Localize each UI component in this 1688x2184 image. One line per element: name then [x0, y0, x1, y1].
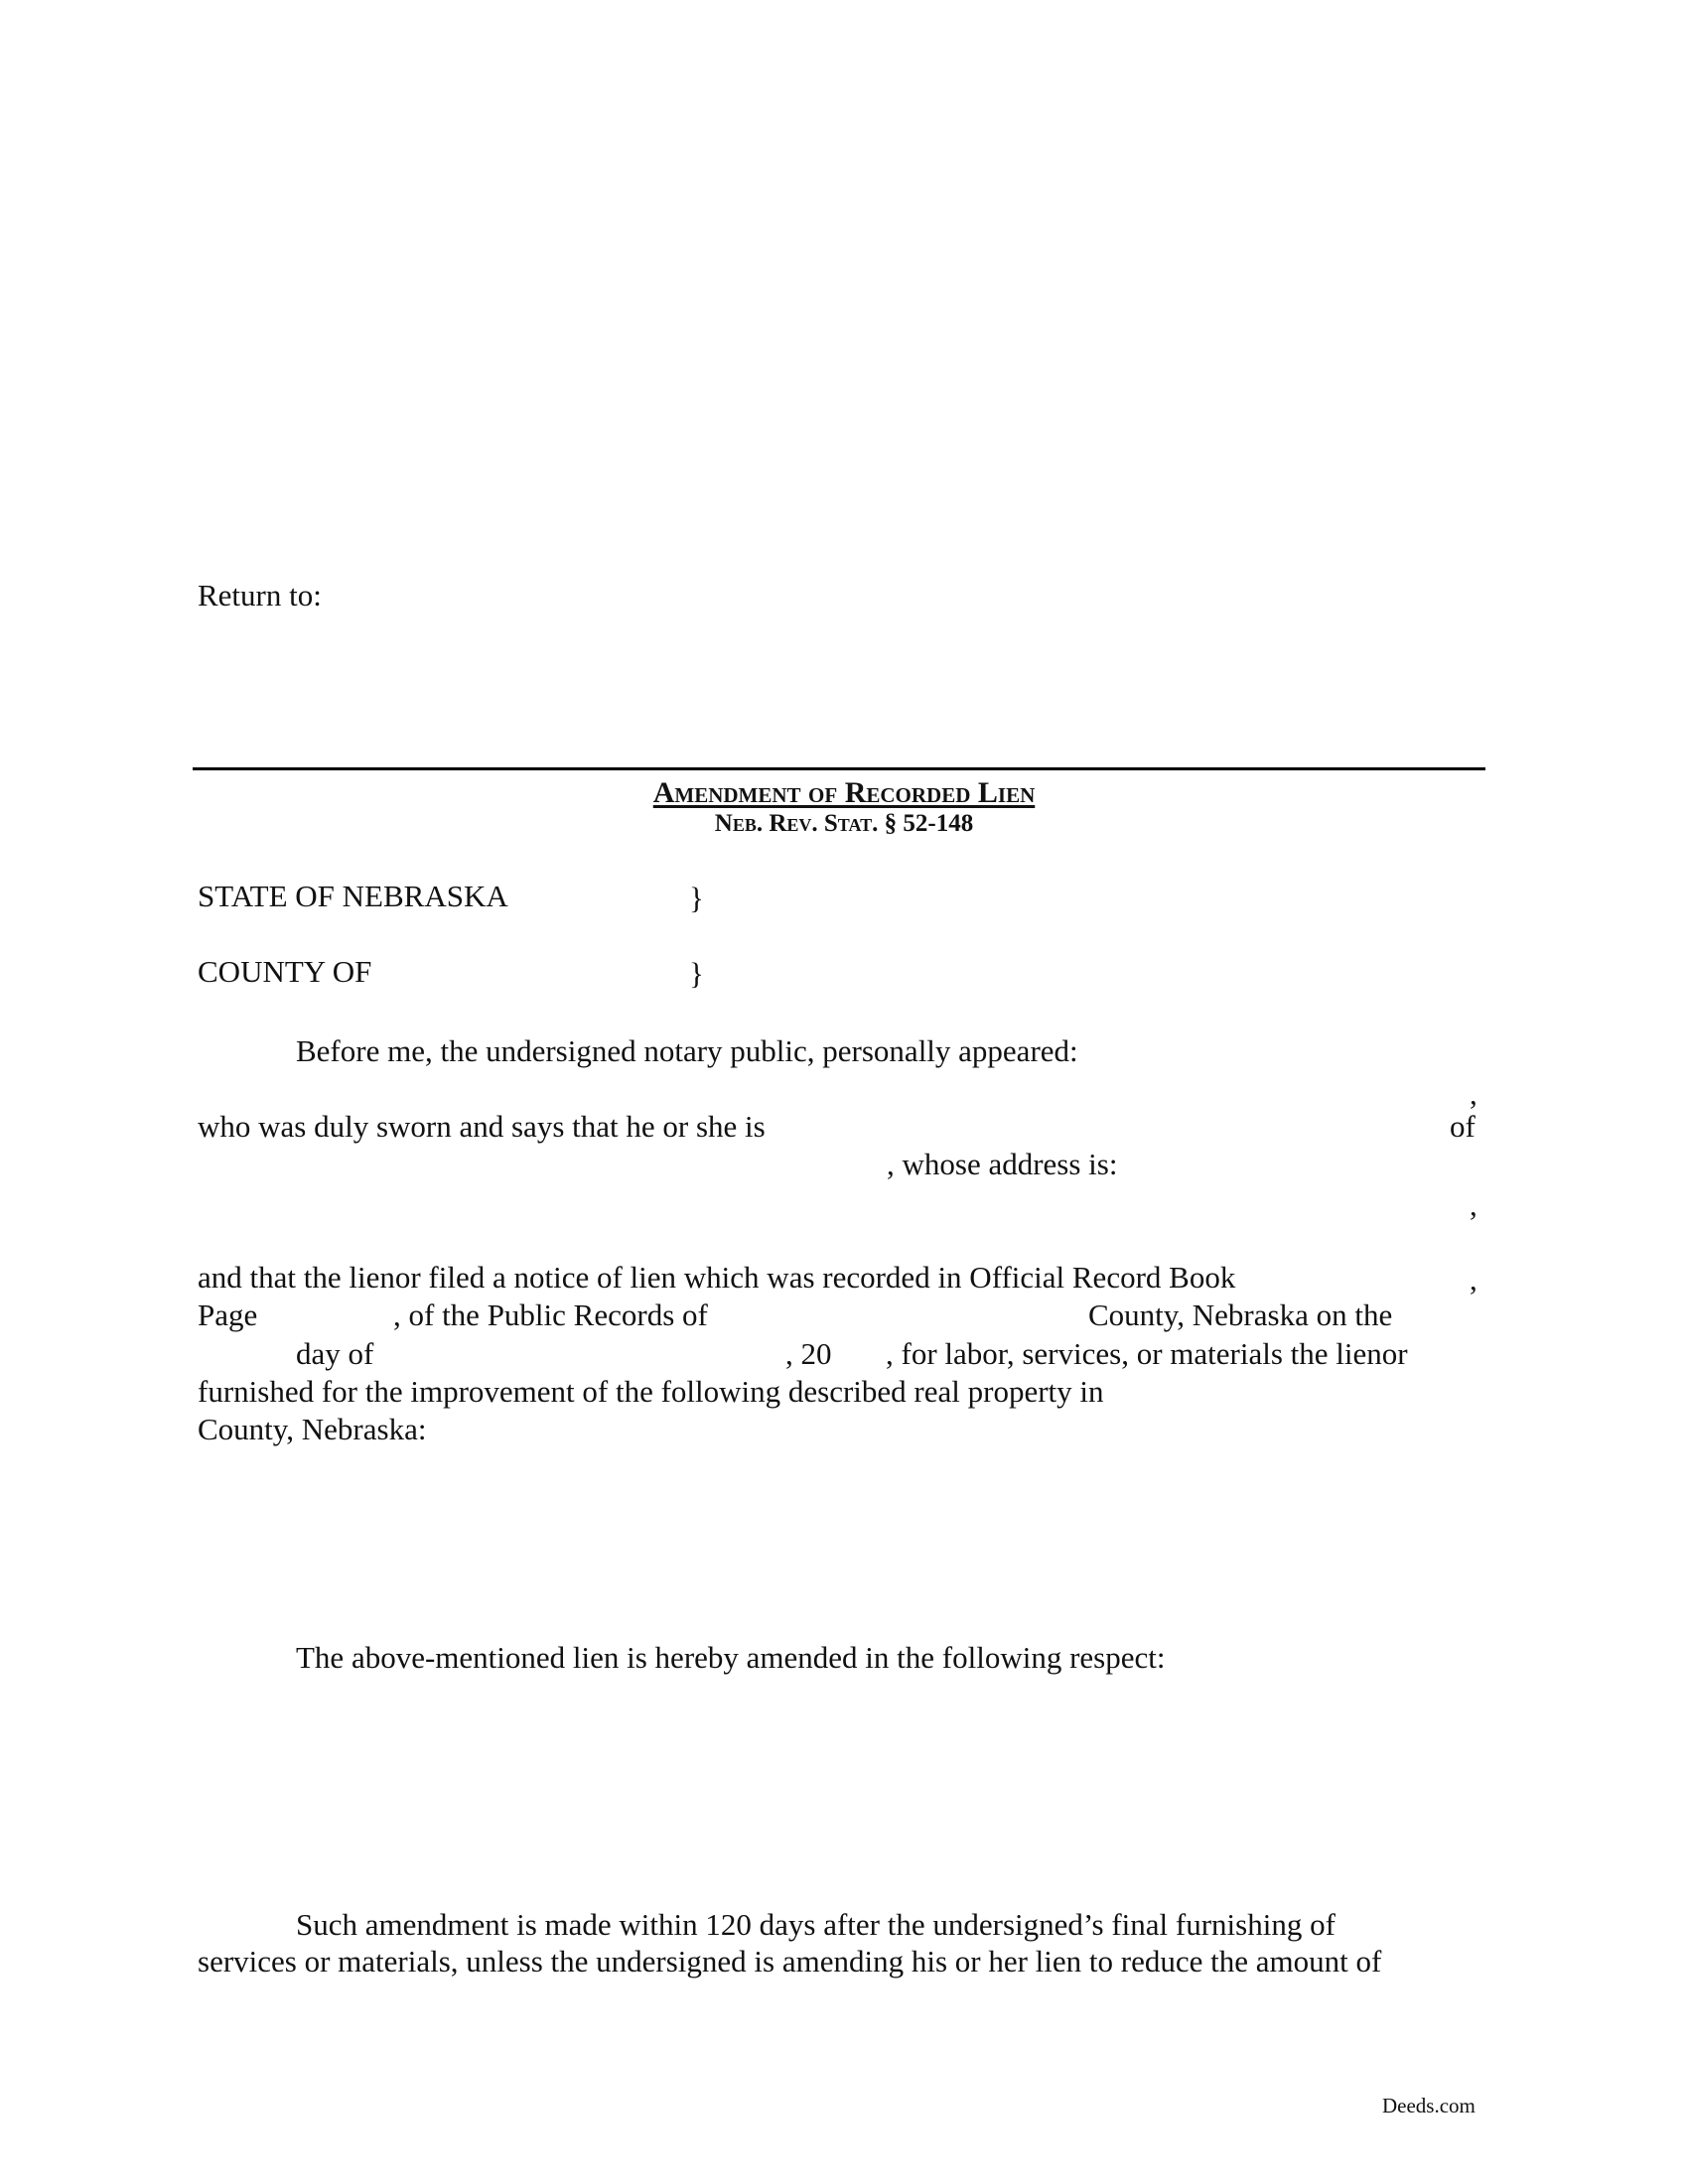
state-brace: }: [689, 881, 704, 915]
year-prefix: , 20: [785, 1336, 832, 1371]
furnished-line: furnished for the improvement of the following described real property in: [198, 1374, 1104, 1409]
of-label: of: [1450, 1109, 1476, 1144]
state-label: STATE OF NEBRASKA: [198, 879, 508, 913]
title-divider: [193, 767, 1485, 770]
statute-citation: Neb. Rev. Stat. § 52-148: [714, 810, 974, 837]
county-nebraska: County, Nebraska:: [198, 1412, 427, 1446]
notary-intro: Before me, the undersigned notary public, personally appeared:: [296, 1033, 1078, 1068]
page-label: Page: [198, 1297, 258, 1332]
document-title: Amendment of Recorded Lien: [652, 776, 1036, 809]
return-to-label: Return to:: [198, 578, 322, 613]
county-label: COUNTY OF: [198, 954, 372, 989]
whose-address: , whose address is:: [887, 1147, 1118, 1181]
such-amendment: Such amendment is made within 120 days after the undersigned’s final furnishing of: [296, 1907, 1336, 1942]
services-materials: services or materials, unless the undersigned is amending his or her lien to reduce the amount of: [198, 1944, 1382, 1979]
county-nebraska-on: County, Nebraska on the: [1088, 1297, 1393, 1332]
footer-brand: Deeds.com: [1382, 2094, 1476, 2117]
appeared-comma: ,: [1470, 1076, 1477, 1111]
address-comma: ,: [1470, 1187, 1477, 1222]
lienor-filed-line: and that the lienor filed a notice of lien which was recorded in Official Record Book: [198, 1260, 1236, 1295]
labor-services: , for labor, services, or materials the lienor: [886, 1336, 1408, 1371]
amended-respect: The above-mentioned lien is hereby amended in the following respect:: [296, 1640, 1166, 1675]
day-of-label: day of: [296, 1336, 374, 1371]
sworn-statement: who was duly sworn and says that he or she is: [198, 1109, 766, 1144]
book-comma: ,: [1470, 1262, 1477, 1297]
county-brace: }: [689, 956, 704, 991]
public-records: , of the Public Records of: [393, 1297, 708, 1332]
